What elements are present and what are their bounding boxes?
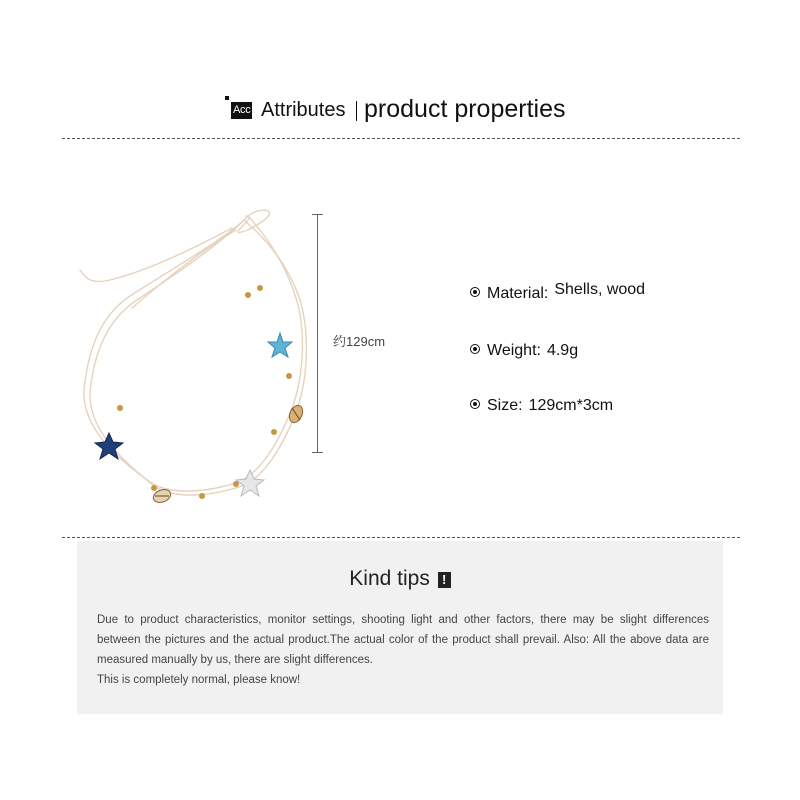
tips-title [0,567,800,591]
bullet-icon [470,287,480,297]
property-value: 129cm*3cm [528,397,614,414]
bullet-icon [470,344,480,354]
dimension-cap-bottom [312,452,323,453]
bead [257,285,263,291]
cord-loose-end [80,228,232,282]
dimension-line [317,214,318,452]
header-dot-icon [225,96,229,100]
divider-top [62,138,740,139]
header-title: product properties [364,95,566,123]
exclamation-icon: ! [438,572,451,588]
property-label: Size: [487,397,523,414]
cord-strand [90,220,306,495]
bullet-icon [470,399,480,409]
tips-title-text: Kind tips [349,567,430,590]
bead [151,485,157,491]
header-separator [356,101,357,121]
header-badge: Acc [231,102,252,119]
bead [245,292,251,298]
property-label: Material: [487,285,549,302]
starfish-light-blue-icon [268,333,292,357]
divider-bottom [62,537,740,538]
tips-paragraph: Due to product characteristics, monitor settings, shooting light and other factors, there may be slight differences between the pictures and the actual product.The actual color of the product shall prevail. Also: All the above data are measured manually by us, there are slight differences. [97,614,709,666]
dimension-cap-top [312,214,323,215]
bead [271,429,277,435]
header-title-en: Attributes [261,99,346,121]
dimension-label: 约129cm [333,334,386,349]
product-image [60,200,340,520]
tips-closing: This is completely normal, please know! [97,674,301,686]
property-weight [470,342,578,360]
bead [286,373,292,379]
bead [117,405,123,411]
property-value: Shells, wood [554,281,646,298]
cowrie-shell [287,403,305,424]
bead [199,493,205,499]
property-size [470,397,613,415]
property-value: 4.9g [546,342,579,359]
cord-loose-end [132,230,236,308]
property-label: Weight: [487,342,541,359]
tips-body [97,610,709,690]
cord-strand [84,216,302,491]
property-material [470,281,646,303]
